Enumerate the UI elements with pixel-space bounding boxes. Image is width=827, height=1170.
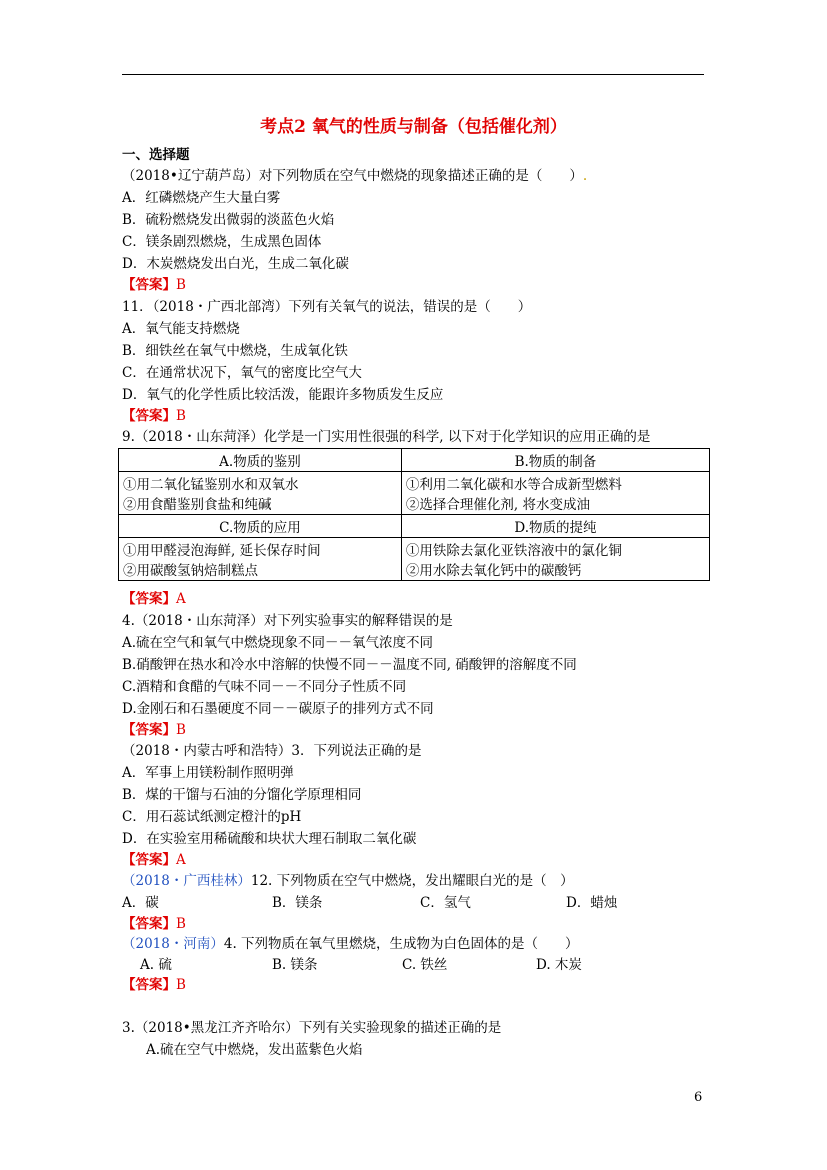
q4-option-d: D.金刚石和石墨硬度不同－－碳原子的排列方式不同 [122, 701, 434, 717]
q1-answer: 【答案】B [122, 277, 186, 293]
table-head-a: A.物质的鉴别 [119, 449, 402, 472]
q5-option-c: C．用石蕊试纸测定橙汁的pH [122, 809, 302, 825]
q6-options [122, 894, 622, 912]
q7-option-a: A. 硫 [140, 957, 172, 973]
page-number: 6 [694, 1090, 703, 1105]
q2-option-d: D．氧气的化学性质比较活泼，能跟许多物质发生反应 [122, 387, 444, 403]
q4-option-b: B.硝酸钾在热水和冷水中溶解的快慢不同－－温度不同, 硝酸钾的溶解度不同 [122, 657, 577, 673]
q2-answer: 【答案】B [122, 408, 186, 424]
q7-option-d: D. 木炭 [536, 957, 582, 973]
q6-option-b: B．镁条 [272, 895, 323, 911]
table-cell-a: ①用二氧化锰鉴别水和双氧水 ②用食醋鉴别食盐和纯碱 [119, 472, 402, 515]
question-4-stem: 4.（2018・山东菏泽）对下列实验事实的解释错误的是 [122, 613, 453, 629]
table-head-d: D.物质的提纯 [401, 515, 709, 538]
question-8-stem: 3.（2018•黑龙江齐齐哈尔）下列有关实验现象的描述正确的是 [122, 1020, 502, 1036]
q6-option-a: A．碳 [122, 895, 159, 911]
table-cell-b: ①利用二氧化碳和水等合成新型燃料 ②选择合理催化剂, 将水变成油 [401, 472, 709, 515]
q1-option-b: B．硫粉燃烧发出微弱的淡蓝色火焰 [122, 212, 335, 228]
q1-option-d: D．木炭燃烧发出白光，生成二氧化碳 [122, 256, 349, 272]
q2-option-c: C．在通常状况下，氧气的密度比空气大 [122, 365, 362, 381]
q7-option-c: C. 铁丝 [402, 957, 448, 973]
table-cell-d: ①用铁除去氯化亚铁溶液中的氯化铜 ②用水除去氧化钙中的碳酸钙 [401, 538, 709, 581]
page-title: 考点2 氧气的性质与制备（包括催化剂） [260, 117, 567, 137]
q3-options-table [118, 448, 710, 581]
q1-option-a: A．红磷燃烧产生大量白雾 [122, 190, 281, 206]
q7-option-b: B. 镁条 [272, 957, 318, 973]
q5-option-d: D．在实验室用稀硫酸和块状大理石制取二氧化碳 [122, 831, 417, 847]
q4-option-c: C.酒精和食醋的气味不同－－不同分子性质不同 [122, 679, 407, 695]
q5-option-b: B．煤的干馏与石油的分馏化学原理相同 [122, 787, 362, 803]
question-7-stem: （2018・河南）4. 下列物质在氧气里燃烧，生成物为白色固体的是（ ） [122, 936, 579, 952]
q5-option-a: A．军事上用镁粉制作照明弹 [122, 765, 294, 781]
section-heading: 一、选择题 [122, 147, 190, 163]
q6-option-c: C．氢气 [420, 895, 471, 911]
question-3-stem: 9.（2018・山东菏泽）化学是一门实用性很强的科学, 以下对于化学知识的应用正确的是 [122, 429, 651, 445]
q7-answer: 【答案】B [122, 977, 186, 993]
question-2-stem: 11．（2018・广西北部湾）下列有关氧气的说法，错误的是（ ） [122, 299, 532, 315]
q6-option-d: D．蜡烛 [566, 895, 618, 911]
q1-option-c: C．镁条剧烈燃烧，生成黑色固体 [122, 234, 322, 250]
q4-option-a: A.硫在空气和氧气中燃烧现象不同－－氧气浓度不同 [122, 635, 434, 651]
q5-answer: 【答案】A [122, 852, 186, 868]
table-head-c: C.物质的应用 [119, 515, 402, 538]
q2-option-a: A．氧气能支持燃烧 [122, 321, 240, 337]
question-6-stem: （2018・广西桂林）12. 下列物质在空气中燃烧，发出耀眼白光的是（ ） [122, 873, 574, 889]
q6-answer: 【答案】B [122, 916, 186, 932]
question-5-stem: （2018・内蒙古呼和浩特）3．下列说法正确的是 [122, 743, 422, 759]
question-1-stem: （2018•辽宁葫芦岛）对下列物质在空气中燃烧的现象描述正确的是（ ）. [122, 168, 588, 184]
q3-answer: 【答案】A [122, 591, 186, 607]
q2-option-b: B．细铁丝在氧气中燃烧，生成氧化铁 [122, 343, 348, 359]
q8-option-a: A.硫在空气中燃烧，发出蓝紫色火焰 [146, 1042, 363, 1058]
table-head-b: B.物质的制备 [401, 449, 709, 472]
table-cell-c: ①用甲醛浸泡海鲜, 延长保存时间 ②用碳酸氢钠焙制糕点 [119, 538, 402, 581]
q7-options [122, 956, 622, 974]
header-rule [122, 74, 704, 75]
q4-answer: 【答案】B [122, 722, 186, 738]
